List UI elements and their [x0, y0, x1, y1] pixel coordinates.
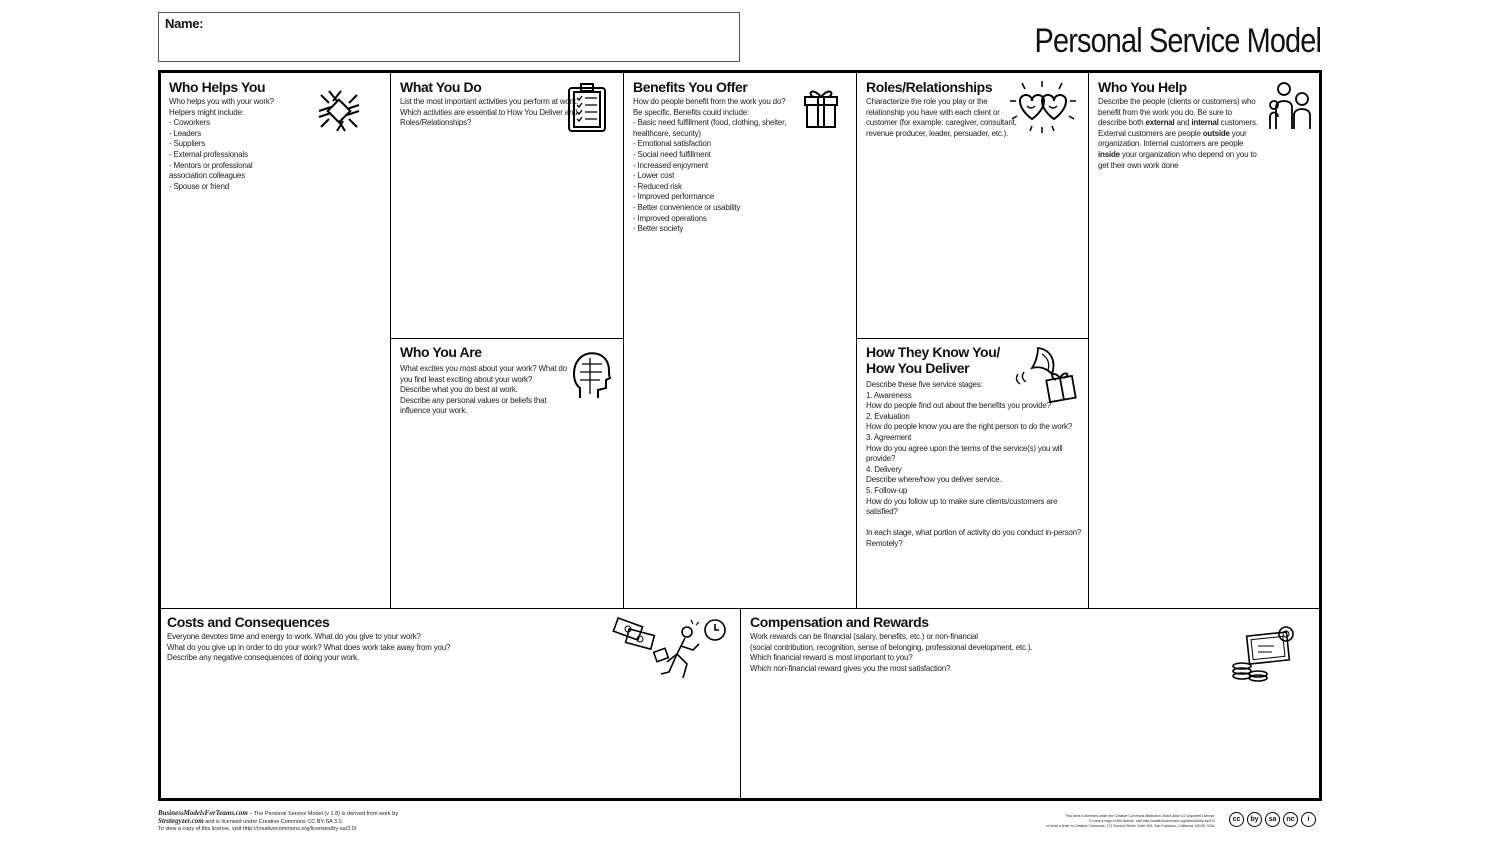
cc-sa-icon: sa	[1265, 812, 1280, 827]
cc-info-icon: i	[1301, 812, 1316, 827]
clipboard-checklist-icon	[566, 83, 608, 133]
cell-how-you-deliver[interactable]	[856, 338, 1088, 608]
cell-description: Characterize the role you play or the relationship you have with each client or customer (for example: caregiver, consultant, revenue producer, leader, persuader, etc.).	[866, 97, 1017, 138]
cc-license-icons	[1229, 812, 1316, 827]
footer-attribution: BusinessModelsForTeams.com – The Personal Service Model (v 1.8) is derived from work by Strategyzer.com and is licensed under Creative Commons CC BY-SA 3.0. To view a copy of this license, visit http://creativecommons.org/licenses/by-sa/3.0/	[158, 809, 399, 832]
cc-icon: cc	[1229, 812, 1244, 827]
cell-who-you-help[interactable]	[1088, 73, 1319, 608]
cell-description: How do people benefit from the work you do? Be specific. Benefits could include: - Basic need fulfillment (food, clothing, shelter, healthcare, security) - Emotional satisfaction - Social need fulfillment - Increased enjoyment - Lower cost - Reduced risk - Improved performance - Better convenience or usability - Improved operations - Better society	[633, 97, 787, 234]
footer-brand-strategyzer: Strategyzer.com	[158, 817, 204, 825]
cell-description: Describe the people (clients or customers) who benefit from the work you do. Be sure to describe both external and internal customers. External customers are people outside your organization. Internal customers are people inside your organization who depend on you to get their own work done	[1098, 97, 1258, 170]
cell-title: Who You Help	[1098, 79, 1187, 95]
cell-roles-relationships[interactable]	[856, 73, 1088, 338]
cell-who-helps-you[interactable]	[161, 73, 390, 608]
cell-costs-consequences[interactable]	[161, 608, 740, 798]
cc-nc-icon: nc	[1283, 812, 1298, 827]
name-label: Name:	[165, 16, 204, 31]
cell-description: Work rewards can be financial (salary, benefits, etc.) or non-financial (social contribution, recognition, sense of belonging, professional development, etc.). Which financial reward is most important to you? Which non-financial reward gives you the most satisfaction?	[750, 632, 1033, 673]
cell-compensation-rewards[interactable]	[740, 608, 1319, 798]
gift-box-icon	[803, 85, 839, 129]
running-man-money-icon	[611, 616, 735, 686]
cell-what-you-do[interactable]	[390, 73, 623, 338]
cell-description: Everyone devotes time and energy to work. What do you give to your work? What do you give up in order to do your work? What does work take away from you? Describe any negative consequences of doing your work.	[167, 632, 451, 663]
people-group-icon	[1268, 81, 1314, 131]
cell-title: Roles/Relationships	[866, 79, 993, 95]
cell-who-you-are[interactable]	[390, 338, 623, 608]
name-field[interactable]	[158, 12, 740, 62]
cell-description: Describe these five service stages: 1. Awareness How do people find out about the benefits you provide? 2. Evaluation How do people know you are the right person to do the work? 3. Agreement How do you agree upon the terms of the service(s) you will provide? 4. Delivery Describe where/how you deliver service. 5. Follow-up How do you follow up to make sure clients/customers are satisfied? In each stage, what portion of activity do you conduct in-person? Remotely?	[866, 380, 1082, 548]
page-title: Personal Service Model	[1034, 22, 1321, 60]
head-profile-icon	[570, 348, 612, 404]
cell-description: List the most important activities you perform at work. Which activities are essential to How You Deliver and Roles/Relationships?	[400, 97, 578, 128]
service-model-canvas	[158, 70, 1322, 801]
cell-title: How They Know You/ How You Deliver	[866, 344, 1000, 376]
cell-title: Compensation and Rewards	[750, 614, 929, 630]
cell-title: What You Do	[400, 79, 482, 95]
hearts-icon	[1006, 79, 1080, 141]
cc-by-icon: by	[1247, 812, 1262, 827]
certificate-coins-icon	[1230, 624, 1296, 682]
cell-benefits-you-offer[interactable]	[623, 73, 856, 608]
cell-title: Who You Are	[400, 344, 482, 360]
footer-brand: BusinessModelsForTeams.com	[158, 809, 248, 817]
footer-license: This work is licensed under the Creative Commons Attribution-Share Alike 3.0 Unported License. To view a copy of this license, visit http://creativecommons.org/licenses/by-sa/3.0/ or send a letter to Creative Commons, 171 Second Street, Suite 300, San Francisco, California, 94105, USA.	[1046, 814, 1215, 828]
cell-description: Who helps you with your work? Helpers might include: - Coworkers - Leaders - Suppliers - External professionals - Mentors or professional association colleagues - Spouse or friend	[169, 97, 274, 191]
cell-title: Benefits You Offer	[633, 79, 748, 95]
cell-title: Costs and Consequences	[167, 614, 330, 630]
flying-gift-icon	[1012, 344, 1082, 408]
cell-title: Who Helps You	[169, 79, 266, 95]
handshake-circle-icon	[309, 81, 369, 141]
cell-description: What excites you most about your work? What do you find least exciting about your work? Describe what you do best at work. Describe any personal values or beliefs that influence your work.	[400, 364, 567, 416]
